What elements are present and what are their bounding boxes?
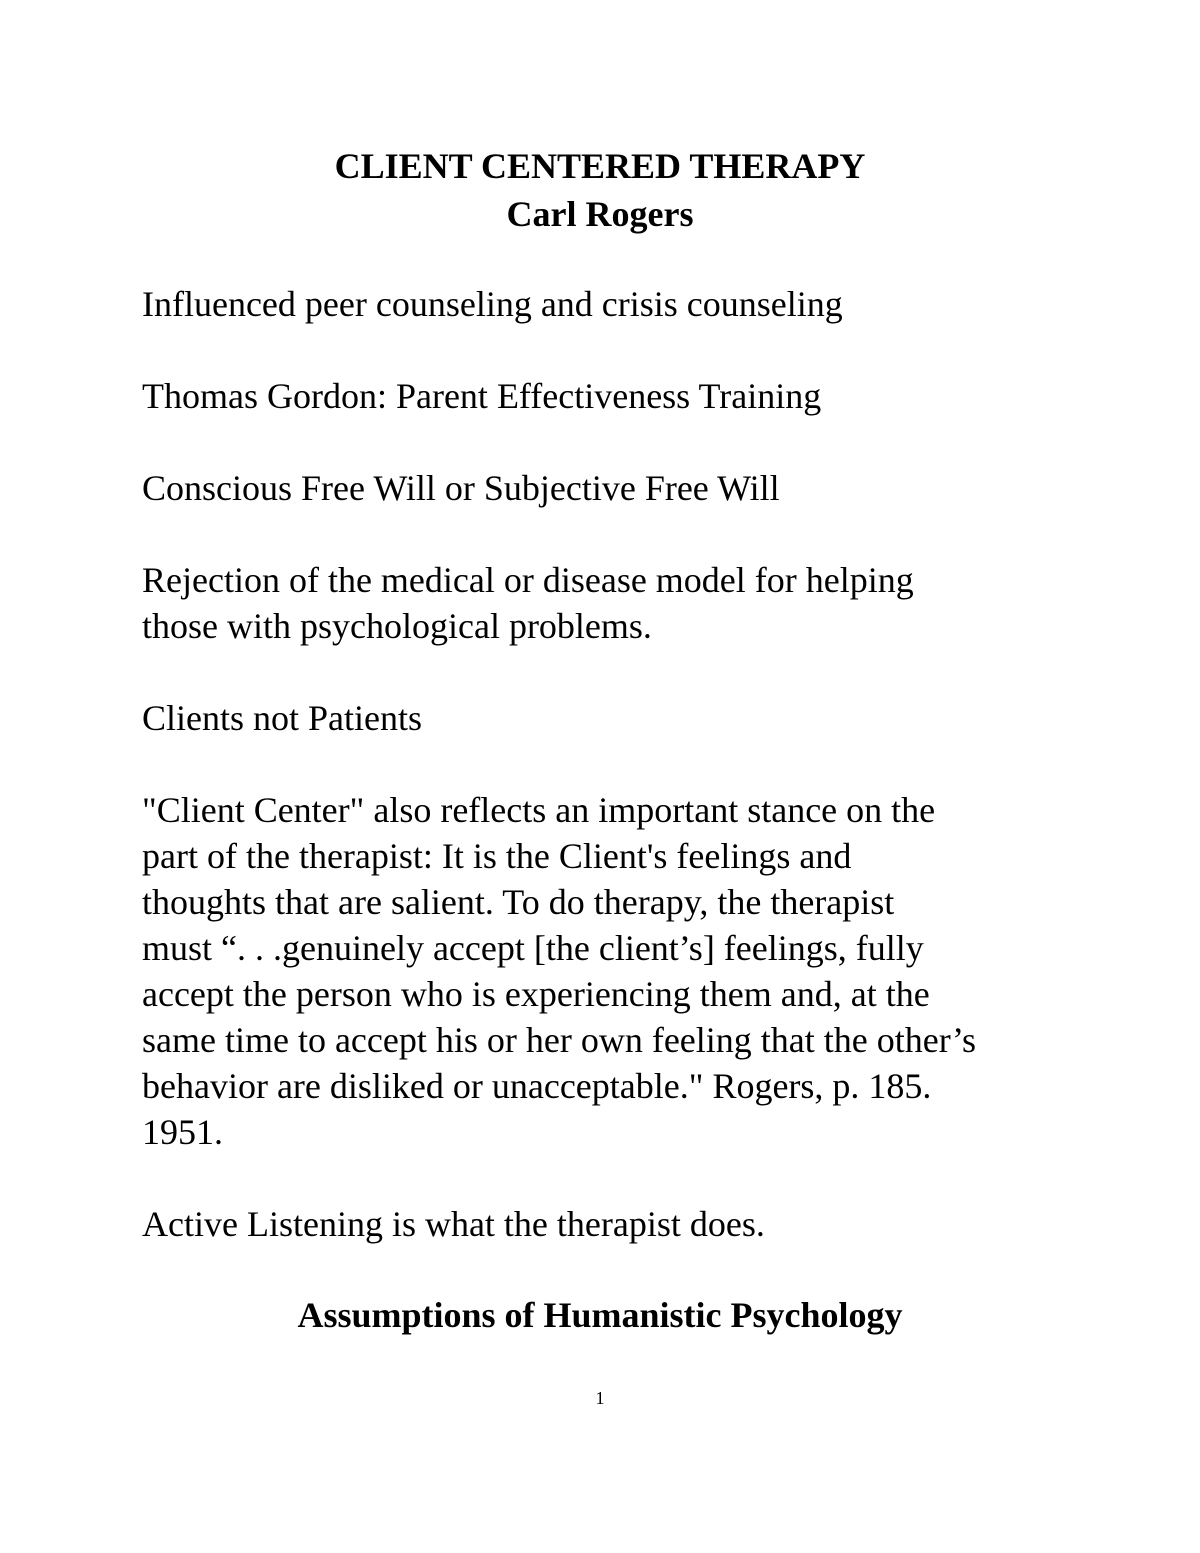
paragraph-thomas-gordon: Thomas Gordon: Parent Effectiveness Training [142, 376, 822, 416]
document-title: CLIENT CENTERED THERAPY [334, 146, 866, 186]
paragraph-client-center-quote: "Client Center" also reflects an important stance on the part of the therapist: It is the Client's feelings and thoughts that are salient. To do therapy, the therapist must “. . .genuinely accept [the client’s] feelings, fully accept the person who is experiencing them and, at the same time to accept his or her own feeling that the other’s behavior are disliked or unacceptable." Rogers, p. 185. 1951. [142, 790, 977, 1152]
document-author: Carl Rogers [506, 194, 694, 234]
paragraph-free-will: Conscious Free Will or Subjective Free Will [142, 468, 780, 508]
section-heading: Assumptions of Humanistic Psychology [297, 1295, 903, 1335]
page-number: 1 [595, 1388, 605, 1408]
paragraph-active-listening: Active Listening is what the therapist does. [142, 1204, 765, 1244]
paragraph-peer-counseling: Influenced peer counseling and crisis counseling [142, 284, 843, 324]
paragraph-clients-not-patients: Clients not Patients [142, 698, 423, 738]
paragraph-medical-model: Rejection of the medical or disease model for helping those with psychological problems. [142, 560, 914, 646]
